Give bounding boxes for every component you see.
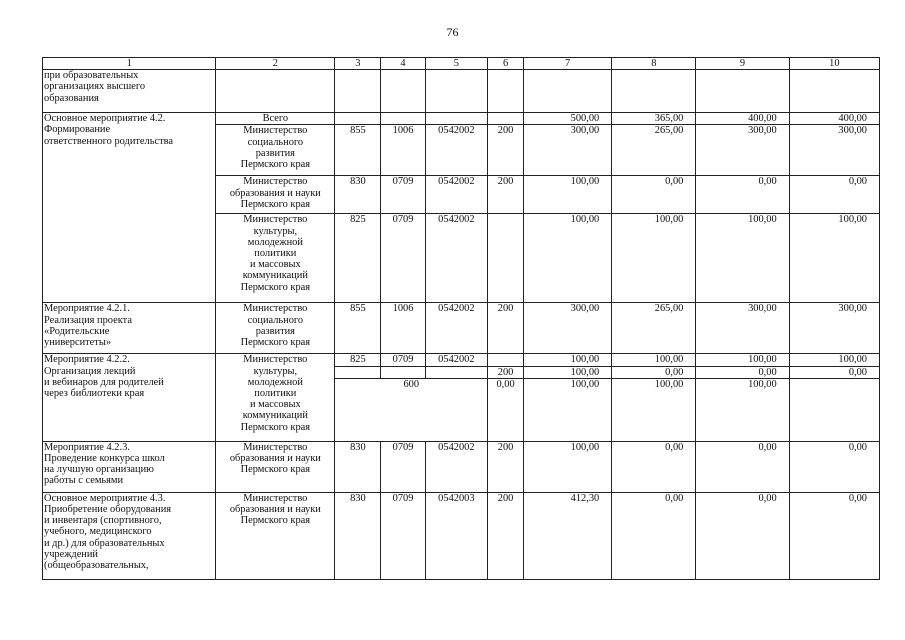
table-cell bbox=[335, 366, 381, 378]
page-number: 76 bbox=[446, 25, 459, 39]
header-cell: 2 bbox=[216, 58, 335, 70]
table-cell: Министерство социального развития Пермского края bbox=[216, 303, 335, 354]
table-row bbox=[43, 113, 880, 125]
table-cell: 100,00 bbox=[612, 378, 696, 441]
table-cell: 100,00 bbox=[524, 378, 612, 441]
table-cell: 0542002 bbox=[425, 354, 488, 366]
table-cell bbox=[381, 366, 425, 378]
table-cell: 100,00 bbox=[612, 354, 696, 366]
table-cell: 830 bbox=[335, 441, 381, 492]
table-cell: 0,00 bbox=[696, 492, 789, 579]
table-cell: 100,00 bbox=[696, 354, 789, 366]
table-cell: 100,00 bbox=[524, 366, 612, 378]
table-cell: Основное мероприятие 4.2. Формирование ответственного родительства bbox=[43, 113, 216, 303]
table-cell bbox=[488, 70, 524, 113]
table-cell bbox=[696, 70, 789, 113]
table-cell: 0,00 bbox=[789, 441, 879, 492]
table-cell: 0,00 bbox=[612, 492, 696, 579]
table-cell: 300,00 bbox=[789, 125, 879, 176]
header-cell: 6 bbox=[488, 58, 524, 70]
table-cell: 0542002 bbox=[425, 303, 488, 354]
table-cell bbox=[425, 70, 488, 113]
table-cell bbox=[381, 113, 425, 125]
table-cell: при образовательных организациях высшего образования bbox=[43, 70, 216, 113]
table-cell: 0709 bbox=[381, 441, 425, 492]
budget-table bbox=[42, 57, 880, 580]
table-cell: 400,00 bbox=[789, 113, 879, 125]
table-cell: 300,00 bbox=[789, 303, 879, 354]
header-cell: 4 bbox=[381, 58, 425, 70]
table-cell: 830 bbox=[335, 176, 381, 214]
table-cell: Министерство образования и науки Пермского края bbox=[216, 492, 335, 579]
table-cell: Основное мероприятие 4.3. Приобретение оборудования и инвентаря (спортивного, учебного, медицинского и др.) для образовательных учреждений (общеобразовательных, bbox=[43, 492, 216, 579]
table-cell: 600 bbox=[335, 378, 488, 441]
table-cell bbox=[524, 70, 612, 113]
table-cell: Мероприятие 4.2.3. Проведение конкурса школ на лучшую организацию работы с семьями bbox=[43, 441, 216, 492]
table-cell bbox=[612, 70, 696, 113]
header-cell: 10 bbox=[789, 58, 879, 70]
table-cell: 0,00 bbox=[612, 366, 696, 378]
table-cell: 200 bbox=[488, 176, 524, 214]
table-cell: 400,00 bbox=[696, 113, 789, 125]
table-cell bbox=[789, 70, 879, 113]
table-cell: 1006 bbox=[381, 303, 425, 354]
table-cell: Министерство образования и науки Пермского края bbox=[216, 441, 335, 492]
table-row bbox=[43, 354, 880, 366]
table-cell: 100,00 bbox=[696, 214, 789, 303]
header-cell: 5 bbox=[425, 58, 488, 70]
table-cell: Министерство социального развития Пермского края bbox=[216, 125, 335, 176]
header-row bbox=[43, 58, 880, 70]
header-cell: 1 bbox=[43, 58, 216, 70]
table-cell: 0,00 bbox=[789, 176, 879, 214]
table-cell: 365,00 bbox=[612, 113, 696, 125]
table-cell: 0,00 bbox=[696, 176, 789, 214]
table-cell: 200 bbox=[488, 125, 524, 176]
header-cell: 3 bbox=[335, 58, 381, 70]
table-cell: 265,00 bbox=[612, 125, 696, 176]
table-cell: 855 bbox=[335, 303, 381, 354]
table-cell: 0542003 bbox=[425, 492, 488, 579]
table-cell: Министерство образования и науки Пермского края bbox=[216, 176, 335, 214]
table-cell: 300,00 bbox=[696, 125, 789, 176]
table-row bbox=[43, 492, 880, 579]
table-cell: 200 bbox=[488, 441, 524, 492]
table-cell: 0,00 bbox=[612, 441, 696, 492]
table-cell: 855 bbox=[335, 125, 381, 176]
table-cell: Мероприятие 4.2.2. Организация лекций и вебинаров для родителей через библиотеки края bbox=[43, 354, 216, 441]
table-cell bbox=[425, 113, 488, 125]
table-cell: 0542002 bbox=[425, 214, 488, 303]
table-cell: Министерство культуры, молодежной политики и массовых коммуникаций Пермского края bbox=[216, 354, 335, 441]
table-row bbox=[43, 70, 880, 113]
table-cell bbox=[381, 70, 425, 113]
table-cell: 0542002 bbox=[425, 176, 488, 214]
table-cell: 825 bbox=[335, 214, 381, 303]
table-cell bbox=[425, 366, 488, 378]
table-cell bbox=[488, 214, 524, 303]
table-cell bbox=[335, 113, 381, 125]
table-cell: 500,00 bbox=[524, 113, 612, 125]
table-cell: Министерство культуры, молодежной политики и массовых коммуникаций Пермского края bbox=[216, 214, 335, 303]
table-cell: 300,00 bbox=[524, 125, 612, 176]
table-cell: 265,00 bbox=[612, 303, 696, 354]
header-cell: 9 bbox=[696, 58, 789, 70]
table-cell: 0542002 bbox=[425, 125, 488, 176]
table-cell: 1006 bbox=[381, 125, 425, 176]
table-cell: 0709 bbox=[381, 354, 425, 366]
header-cell: 7 bbox=[524, 58, 612, 70]
table-cell: 200 bbox=[488, 303, 524, 354]
table-cell: 100,00 bbox=[612, 214, 696, 303]
table-cell: 0709 bbox=[381, 176, 425, 214]
table-cell: 100,00 bbox=[524, 214, 612, 303]
table-cell: 100,00 bbox=[524, 176, 612, 214]
table-cell: 825 bbox=[335, 354, 381, 366]
table-row bbox=[43, 303, 880, 354]
table-cell: 0,00 bbox=[696, 441, 789, 492]
table-cell bbox=[488, 354, 524, 366]
table-cell: 200 bbox=[488, 366, 524, 378]
table-cell bbox=[488, 113, 524, 125]
header-cell: 8 bbox=[612, 58, 696, 70]
table-cell: 830 bbox=[335, 492, 381, 579]
table-cell: 100,00 bbox=[789, 354, 879, 366]
table-cell: 300,00 bbox=[524, 303, 612, 354]
table-cell: 100,00 bbox=[524, 441, 612, 492]
table-cell: 0,00 bbox=[488, 378, 524, 441]
table-cell: 412,30 bbox=[524, 492, 612, 579]
table-cell: 0,00 bbox=[789, 492, 879, 579]
table-cell: 200 bbox=[488, 492, 524, 579]
table-cell bbox=[335, 70, 381, 113]
table-cell: Всего bbox=[216, 113, 335, 125]
table-row bbox=[43, 441, 880, 492]
table-cell: 0542002 bbox=[425, 441, 488, 492]
table-cell: 0,00 bbox=[696, 366, 789, 378]
table-cell bbox=[216, 70, 335, 113]
table-cell: 0709 bbox=[381, 492, 425, 579]
table-cell: 100,00 bbox=[696, 378, 789, 441]
table-cell: Мероприятие 4.2.1. Реализация проекта «Родительские университеты» bbox=[43, 303, 216, 354]
table-cell: 0709 bbox=[381, 214, 425, 303]
table-cell: 300,00 bbox=[696, 303, 789, 354]
table-cell: 100,00 bbox=[789, 214, 879, 303]
table-cell: 0,00 bbox=[612, 176, 696, 214]
table-cell: 100,00 bbox=[524, 354, 612, 366]
table-cell: 0,00 bbox=[789, 366, 879, 378]
table-cell bbox=[789, 378, 879, 441]
